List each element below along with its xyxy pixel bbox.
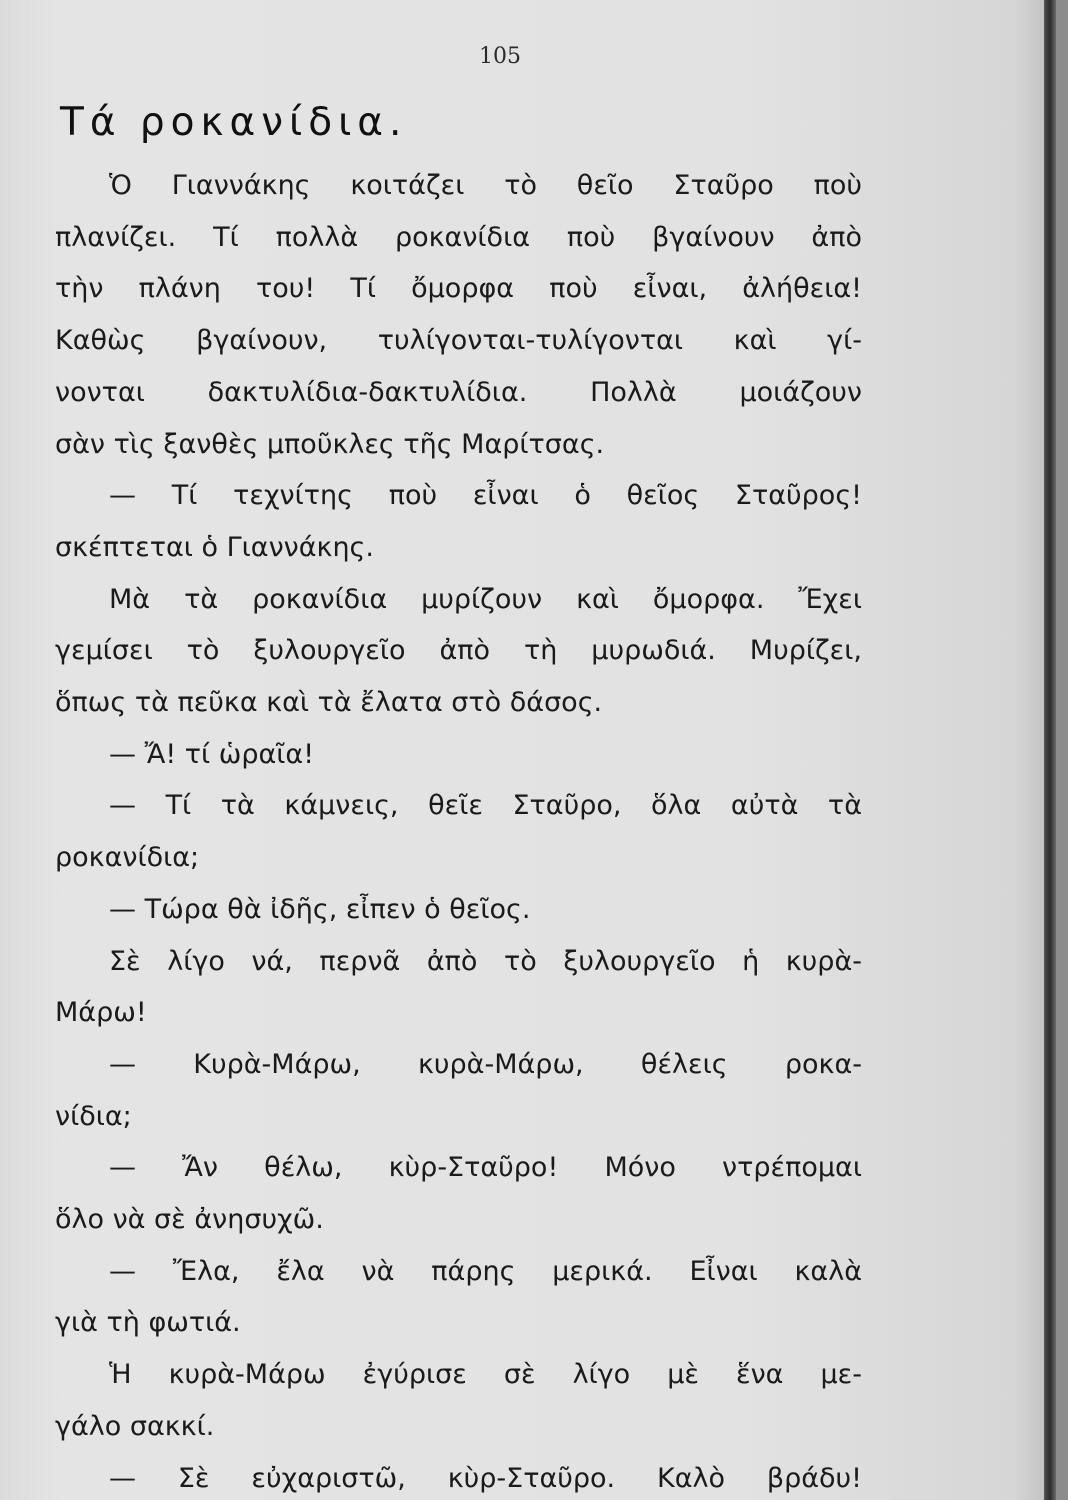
text-line: — Τώρα θὰ ἰδῆς, εἶπεν ὁ θεῖος. xyxy=(109,893,531,925)
text-line: Σὲ λίγο νά, περνᾶ ἀπὸ τὸ ξυλουργεῖο ἡ κυρὰ- xyxy=(109,945,862,977)
page-edge xyxy=(1044,0,1056,1500)
text-line: — Τί τὰ κάμνεις, θεῖε Σταῦρο, ὅλα αὐτὰ τὰ xyxy=(109,790,862,822)
text-line: ὅλο νὰ σὲ ἀνησυχῶ. xyxy=(55,1204,324,1236)
text-line: Ἡ κυρὰ-Μάρω ἐγύρισε σὲ λίγο μὲ ἕνα με- xyxy=(109,1359,862,1391)
text-line: Μὰ τὰ ροκανίδια μυρίζουν καὶ ὄμορφα. Ἔχει xyxy=(109,583,862,615)
text-line: γάλο σακκί. xyxy=(55,1410,215,1442)
text-line: — Σὲ εὐχαριστῶ, κὺρ-Σταῦρο. Καλὸ βράδυ! xyxy=(109,1462,862,1494)
text-line: — Κυρὰ-Μάρω, κυρὰ-Μάρω, θέλεις ροκα- xyxy=(109,1048,862,1080)
text-line: Καθὼς βγαίνουν, τυλίγονται-τυλίγονται καὶ γί- xyxy=(55,325,862,357)
text-line: — Τί τεχνίτης ποὺ εἶναι ὁ θεῖος Σταῦρος! xyxy=(109,480,862,512)
text-line: τὴν πλάνη του! Τί ὄμορφα ποὺ εἶναι, ἀλήθεια! xyxy=(55,273,862,305)
text-line: πλανίζει. Τί πολλὰ ροκανίδια ποὺ βγαίνουν ἀπὸ xyxy=(55,221,862,253)
text-line: νονται δακτυλίδια-δακτυλίδια. Πολλὰ μοιάζουν xyxy=(55,376,862,408)
text-line: ὅπως τὰ πεῦκα καὶ τὰ ἔλατα στὸ δάσος. xyxy=(55,687,603,719)
text-line: — Ἔλα, ἔλα νὰ πάρης μερικά. Εἶναι καλὰ xyxy=(109,1255,862,1287)
text-line: γεμίσει τὸ ξυλουργεῖο ἀπὸ τὴ μυρωδιά. Μυρίζει, xyxy=(55,635,862,667)
text-line: νίδια; xyxy=(55,1100,132,1132)
text-line: — Ἄ! τί ὡραῖα! xyxy=(109,738,315,770)
text-line: ροκανίδια; xyxy=(55,842,200,874)
text-line: Μάρω! xyxy=(55,997,147,1029)
text-line: σὰν τὶς ξανθὲς μποῦκλες τῆς Μαρίτσας. xyxy=(55,428,605,460)
page-number: 105 xyxy=(479,44,521,69)
text-line: σκέπτεται ὁ Γιαννάκης. xyxy=(55,531,374,563)
body-text xyxy=(55,160,862,1500)
text-line: γιὰ τὴ φωτιά. xyxy=(55,1307,241,1339)
text-line: — Ἄν θέλω, κὺρ-Σταῦρο! Μόνο ντρέπομαι xyxy=(109,1152,862,1184)
chapter-title: Τά ροκανίδια. xyxy=(60,100,408,145)
text-line: Ὁ Γιαννάκης κοιτάζει τὸ θεῖο Σταῦρο ποὺ xyxy=(109,170,862,201)
